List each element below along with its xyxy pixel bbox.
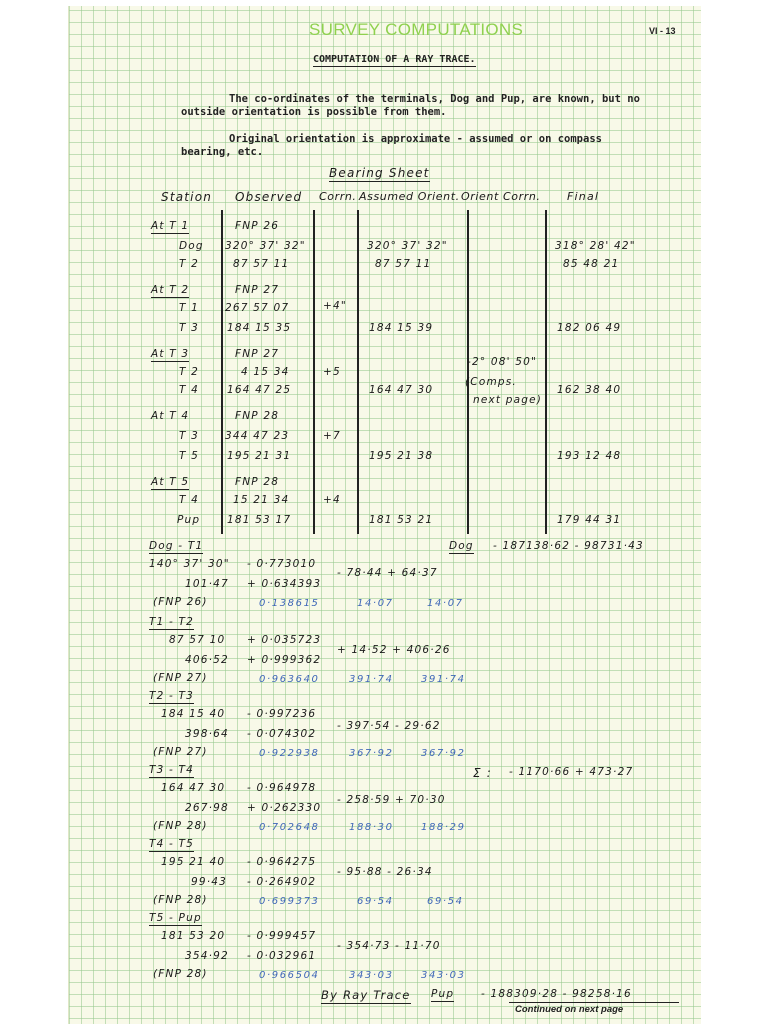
leg-t5-pup-diff: - 354·73 - 11·70 xyxy=(337,940,441,952)
col-header-observed: Observed xyxy=(235,190,303,204)
page-ref: VI - 13 xyxy=(649,26,676,36)
corr-t3-r1: +5 xyxy=(323,366,341,378)
leg-dog-t1-check-a: 14·07 xyxy=(357,598,394,609)
leg-dog-t1-diff: - 78·44 + 64·37 xyxy=(337,567,438,579)
obs-t2-r2: 184 15 35 xyxy=(227,322,292,334)
assumed-t3-r2: 164 47 30 xyxy=(369,384,434,396)
leg-t2-t3-diff: - 397·54 - 29·62 xyxy=(337,720,441,732)
corr-t5-r1: +4 xyxy=(323,494,341,506)
stn-t3-r2: T 4 xyxy=(179,384,200,396)
stn-t4-r1: T 3 xyxy=(179,430,200,442)
final-t3-r2: 162 38 40 xyxy=(557,384,622,396)
leg-dog-t1-azimuth: 140° 37' 30" xyxy=(149,558,230,570)
leg-t3-t4-dist: 267·98 xyxy=(185,802,229,814)
final-t2-r2: 182 06 49 xyxy=(557,322,622,334)
leg-t2-t3-cos: - 0·997236 xyxy=(247,708,317,720)
intro-p1-line2: outside orientation is possible from them. xyxy=(181,106,447,118)
leg-t1-t2-name: T1 - T2 xyxy=(149,616,195,628)
rule-station-observed xyxy=(221,210,223,534)
obs-t3-r1: 4 15 34 xyxy=(241,366,290,378)
leg-t4-t5-cos: - 0·964275 xyxy=(247,856,317,868)
rule-observed-corrn xyxy=(313,210,315,534)
stn-t3-r1: T 2 xyxy=(179,366,200,378)
leg-t3-t4-name: T3 - T4 xyxy=(149,764,195,776)
leg-t2-t3-check: 0·922938 xyxy=(259,748,320,759)
intro-p2-line1: Original orientation is approximate - assumed or on compass xyxy=(229,133,602,145)
leg-dog-t1-check-b: 14·07 xyxy=(427,598,464,609)
col-header-assumed-orient: Assumed Orient. xyxy=(359,190,460,203)
intro-p1-line1: The co-ordinates of the terminals, Dog and Pup, are known, but no xyxy=(229,93,640,105)
leg-t2-t3-sin: - 0·074302 xyxy=(247,728,317,740)
leg-t3-t4-fnp: (FNP 28) xyxy=(153,820,208,832)
obs-t2-r1: 267 57 07 xyxy=(225,302,290,314)
stn-t5-r2: Pup xyxy=(177,514,201,526)
assumed-t4-r2: 195 21 38 xyxy=(369,450,434,462)
leg-t4-t5-sin: - 0·264902 xyxy=(247,876,317,888)
leg-t1-t2-check-a: 391·74 xyxy=(349,674,394,685)
station-at-t4: At T 4 xyxy=(151,410,190,422)
ref-t2: FNP 27 xyxy=(235,284,280,296)
leg-t1-t2-cos: + 0·035723 xyxy=(247,634,322,646)
leg-t3-t4-check-a: 188·30 xyxy=(349,822,394,833)
orient-corrn-note-1: (Comps. xyxy=(465,376,517,388)
final-t4-r2: 193 12 48 xyxy=(557,450,622,462)
leg-t4-t5-name: T4 - T5 xyxy=(149,838,195,850)
leg-t5-pup-azimuth: 181 53 20 xyxy=(161,930,226,942)
leg-dog-t1-sin: + 0·634393 xyxy=(247,578,322,590)
col-header-orient-corrn: Orient Corrn. xyxy=(461,190,541,203)
stn-t2-r1: T 1 xyxy=(179,302,200,314)
leg-t5-pup-cos: - 0·999457 xyxy=(247,930,317,942)
final-t1-r1: 318° 28' 42" xyxy=(555,240,636,252)
leg-dog-t1-dist: 101·47 xyxy=(185,578,229,590)
leg-t1-t2-azimuth: 87 57 10 xyxy=(169,634,226,646)
dog-label: Dog xyxy=(449,540,474,552)
leg-t2-t3-check-a: 367·92 xyxy=(349,748,394,759)
dog-coords: - 187138·62 - 98731·43 xyxy=(493,540,644,552)
col-header-final: Final xyxy=(567,190,600,203)
continued-note: Continued on next page xyxy=(515,1004,624,1015)
obs-t3-r2: 164 47 25 xyxy=(227,384,292,396)
leg-t5-pup-check-b: 343·03 xyxy=(421,970,466,981)
assumed-t1-r2: 87 57 11 xyxy=(375,258,432,270)
leg-t1-t2-diff: + 14·52 + 406·26 xyxy=(337,644,451,656)
corr-t4-r1: +7 xyxy=(323,430,341,442)
computation-subtitle: COMPUTATION OF A RAY TRACE. xyxy=(313,54,476,65)
leg-t3-t4-sin: + 0·262330 xyxy=(247,802,322,814)
leg-t1-t2-sin: + 0·999362 xyxy=(247,654,322,666)
ref-t3: FNP 27 xyxy=(235,348,280,360)
final-t1-r2: 85 48 21 xyxy=(563,258,620,270)
leg-t4-t5-azimuth: 195 21 40 xyxy=(161,856,226,868)
leg-t2-t3-fnp: (FNP 27) xyxy=(153,746,208,758)
leg-t2-t3-dist: 398·64 xyxy=(185,728,229,740)
leg-t4-t5-check-b: 69·54 xyxy=(427,896,464,907)
bearing-sheet-title: Bearing Sheet xyxy=(329,166,430,180)
station-at-t5: At T 5 xyxy=(151,476,190,488)
assumed-t5-r2: 181 53 21 xyxy=(369,514,434,526)
leg-dog-t1-cos: - 0·773010 xyxy=(247,558,317,570)
rule-assumed-orient xyxy=(467,210,469,534)
ref-t5: FNP 28 xyxy=(235,476,280,488)
station-at-t3: At T 3 xyxy=(151,348,190,360)
assumed-t1-r1: 320° 37' 32" xyxy=(367,240,448,252)
leg-t4-t5-check-a: 69·54 xyxy=(357,896,394,907)
leg-dog-t1-fnp: (FNP 26) xyxy=(153,596,208,608)
leg-t3-t4-check: 0·702648 xyxy=(259,822,320,833)
obs-t1-r1: 320° 37' 32" xyxy=(225,240,306,252)
sum-label: Σ : xyxy=(473,766,493,780)
obs-t5-r2: 181 53 17 xyxy=(227,514,292,526)
continued-rule xyxy=(509,1002,679,1003)
leg-dog-t1-name: Dog - T1 xyxy=(149,540,204,552)
by-ray-trace-label: By Ray Trace xyxy=(321,988,411,1002)
leg-t5-pup-check: 0·966504 xyxy=(259,970,320,981)
stn-t1-r1: Dog xyxy=(179,240,204,252)
leg-t1-t2-check: 0·963640 xyxy=(259,674,320,685)
obs-t5-r1: 15 21 34 xyxy=(233,494,290,506)
rule-corrn-assumed xyxy=(357,210,359,534)
survey-sheet xyxy=(68,6,701,1024)
stn-t1-r2: T 2 xyxy=(179,258,200,270)
orient-corrn-value: -2° 08' 50" xyxy=(467,356,538,368)
orient-corrn-note-2: next page) xyxy=(473,394,543,406)
sum-values: - 1170·66 + 473·27 xyxy=(509,766,634,778)
leg-t1-t2-fnp: (FNP 27) xyxy=(153,672,208,684)
pup-label: Pup xyxy=(431,988,455,1000)
leg-dog-t1-check: 0·138615 xyxy=(259,598,320,609)
obs-t4-r2: 195 21 31 xyxy=(227,450,292,462)
ref-t4: FNP 28 xyxy=(235,410,280,422)
leg-t3-t4-check-b: 188·29 xyxy=(421,822,466,833)
final-t5-r2: 179 44 31 xyxy=(557,514,622,526)
pup-coords: - 188309·28 - 98258·16 xyxy=(481,988,632,1000)
leg-t3-t4-azimuth: 164 47 30 xyxy=(161,782,226,794)
leg-t4-t5-dist: 99·43 xyxy=(191,876,228,888)
leg-t1-t2-dist: 406·52 xyxy=(185,654,229,666)
leg-t3-t4-diff: - 258·59 + 70·30 xyxy=(337,794,446,806)
obs-t1-r2: 87 57 11 xyxy=(233,258,290,270)
leg-t5-pup-dist: 354·92 xyxy=(185,950,229,962)
sheet-title: SURVEY COMPUTATIONS xyxy=(309,20,524,39)
leg-t2-t3-name: T2 - T3 xyxy=(149,690,195,702)
station-at-t2: At T 2 xyxy=(151,284,190,296)
col-header-station: Station xyxy=(161,190,213,204)
leg-t2-t3-check-b: 367·92 xyxy=(421,748,466,759)
col-header-corrn: Corrn. xyxy=(319,190,357,203)
stn-t5-r1: T 4 xyxy=(179,494,200,506)
leg-t3-t4-cos: - 0·964978 xyxy=(247,782,317,794)
leg-t2-t3-azimuth: 184 15 40 xyxy=(161,708,226,720)
stn-t4-r2: T 5 xyxy=(179,450,200,462)
obs-t4-r1: 344 47 23 xyxy=(225,430,290,442)
leg-t5-pup-sin: - 0·032961 xyxy=(247,950,317,962)
leg-t5-pup-name: T5 - Pup xyxy=(149,912,202,924)
rule-orient-final xyxy=(545,210,547,534)
leg-t5-pup-fnp: (FNP 28) xyxy=(153,968,208,980)
corr-t2-r1: +4" xyxy=(323,300,347,312)
ref-t1: FNP 26 xyxy=(235,220,280,232)
stn-t2-r2: T 3 xyxy=(179,322,200,334)
station-at-t1: At T 1 xyxy=(151,220,190,232)
leg-t5-pup-check-a: 343·03 xyxy=(349,970,394,981)
leg-t4-t5-fnp: (FNP 28) xyxy=(153,894,208,906)
leg-t4-t5-diff: - 95·88 - 26·34 xyxy=(337,866,433,878)
leg-t4-t5-check: 0·699373 xyxy=(259,896,320,907)
leg-t1-t2-check-b: 391·74 xyxy=(421,674,466,685)
assumed-t2-r2: 184 15 39 xyxy=(369,322,434,334)
intro-p2-line2: bearing, etc. xyxy=(181,146,264,158)
